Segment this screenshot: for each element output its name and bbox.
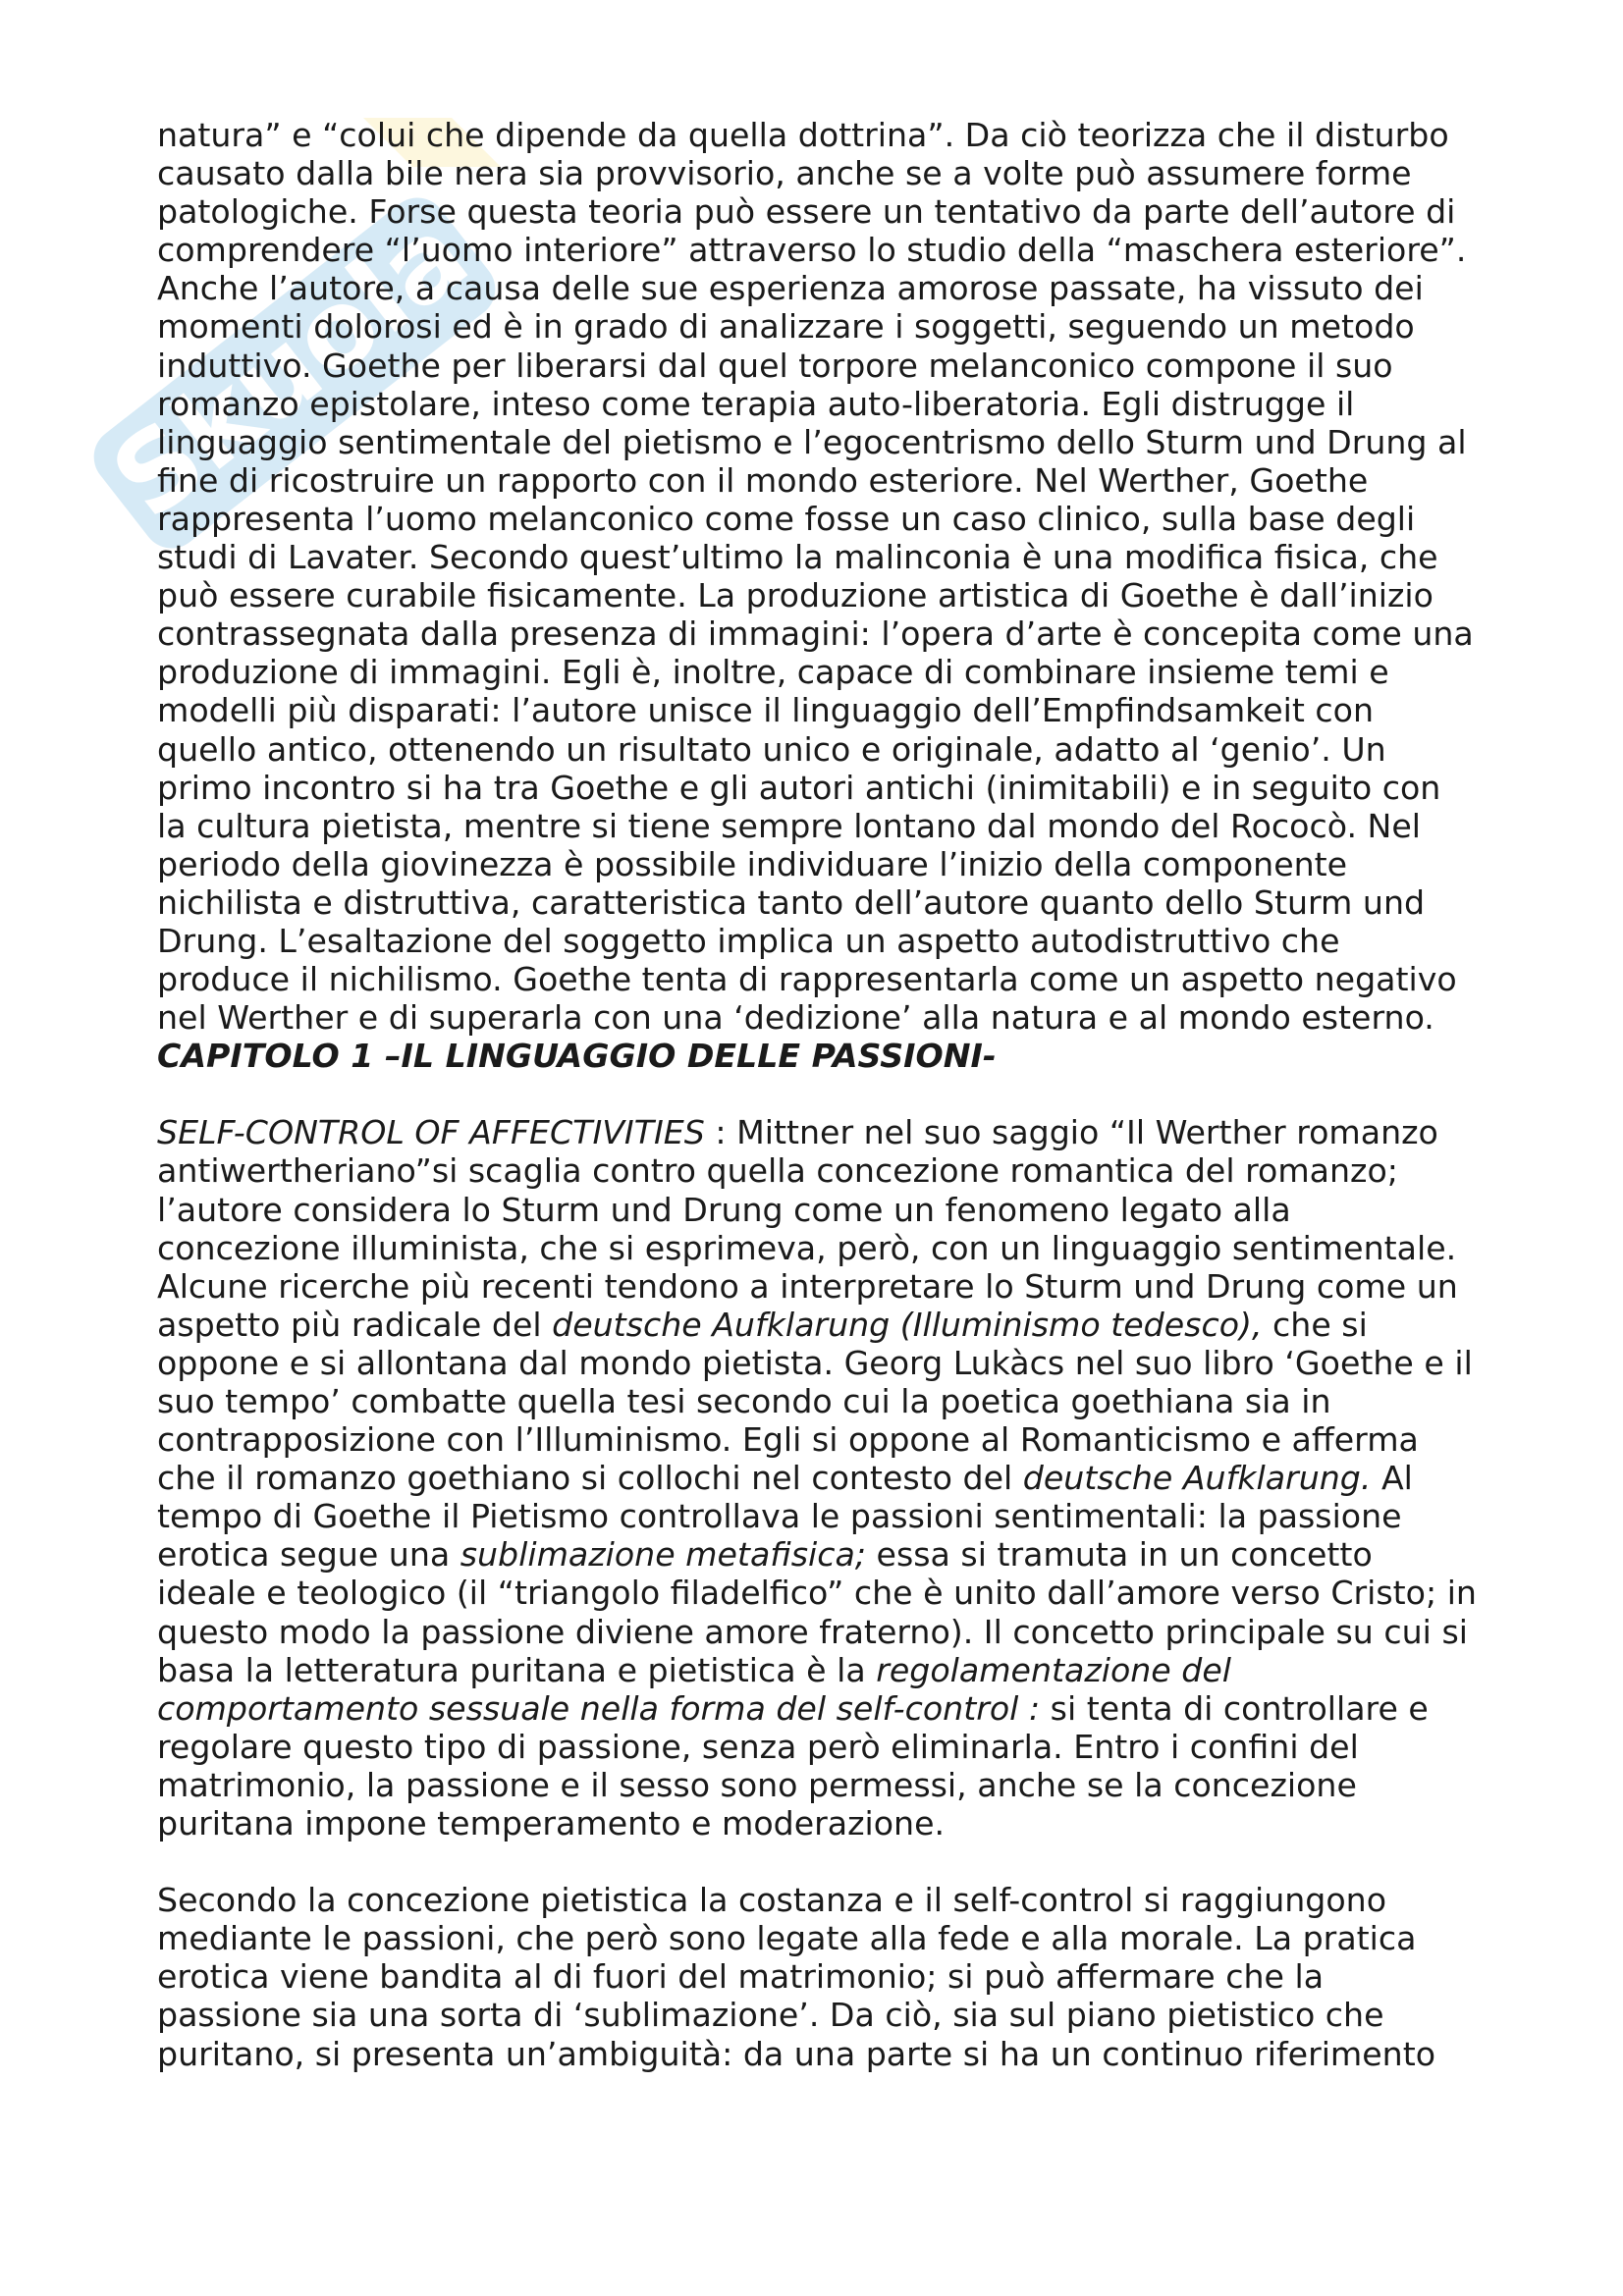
- text-run: si tenta di controllare e regolare questo tipo di passione, senza però eliminarla. Entro i confini del matrimonio, la passione e il sesso sono permessi, anche se la concezione puritana impone temperamento e moderazione.: [157, 1688, 1429, 1843]
- paragraph-intro-text: natura” e “colui che dipende da quella dottrina”. Da ciò teorizza che il disturbo causato dalla bile nera sia provvisorio, anche se a volte può assumere forme patologiche. Forse questa teoria può essere un tentativo da parte dell’autore di comprendere “l’uomo interiore” attraverso lo studio della “maschera esteriore”. Anche l’autore, a causa delle sue esperienza amorose passate, ha vissuto dei momenti dolorosi ed è in grado di analizzare i soggetti, seguendo un metodo induttivo. Goethe per liberarsi dal quel torpore melanconico compone il suo romanzo epistolare, inteso come terapia auto-liberatoria. Egli distrugge il linguaggio sentimentale del pietismo e l’egocentrismo dello Sturm und Drung al fine di ricostruire un rapporto con il mondo esteriore. Nel Werther, Goethe rappresenta l’uomo melanconico come fosse un caso clinico, sulla base degli studi di Lavater. Secondo quest’ultimo la malinconia è una modifica fisica, che può essere curabile fisicamente. La produzione artistica di Goethe è dall’inizio contrassegnata dalla presenza di immagini: l’opera d’arte è concepita come una produzione di immagini. Egli è, inoltre, capace di combinare insieme temi e modelli più disparati: l’autore unisce il linguaggio dell’Empfindsamkeit con quello antico, ottenendo un risultato unico e originale, adatto al ‘genio’. Un primo incontro si ha tra Goethe e gli autori antichi (inimitabili) e in seguito con la cultura pietista, mentre si tiene sempre lontano dal mondo del Rococò. Nel periodo della giovinezza è possibile individuare l’inizio della componente nichilista e distruttiva, caratteristica tanto dell’autore quanto dello Sturm und Drung. L’esaltazione del soggetto implica un aspetto autodistruttivo che produce il nichilismo. Goethe tenta di rappresentarla come un aspetto negativo nel Werther e di superarla con una ‘dedizione’ alla natura e al mondo esterno.: [157, 116, 1474, 1038]
- text-run: Al tempo di Goethe il Pietismo controllava le passioni sentimentali: la passione erotica segue una: [157, 1459, 1413, 1575]
- paragraph-self-control: [157, 1113, 1478, 1842]
- document-body: [157, 116, 1478, 2073]
- paragraph-intro: [157, 116, 1478, 1037]
- text-run: : Mittner nel suo saggio “Il Werther romanzo antiwertheriano”si scaglia contro quella concezione romantica del romanzo; l’autore considera lo Sturm und Drung come un fenomeno legato alla concezione illuminista, che si esprimeva, però, con un linguaggio sentimentale. Alcune ricerche più recenti tendono a interpretare lo Sturm und Drung come un aspetto più radicale del: [157, 1113, 1458, 1344]
- watermark-text: Skuola: [88, 190, 491, 543]
- italic-run: sublimazione metafisica;: [460, 1535, 866, 1575]
- italic-run: regolamentazione del comportamento sessuale nella forma del self-control :: [157, 1650, 1231, 1728]
- text-run: essa si tramuta in un concetto ideale e teologico (il “triangolo filadelfico” che è unito dall’amore verso Cristo; in questo modo la passione diviene amore fraterno). Il concetto principale su cui si basa la letteratura puritana e pietistica è la: [157, 1535, 1477, 1689]
- italic-run: deutsche Aufklarung.: [1022, 1459, 1372, 1498]
- chapter-heading: CAPITOLO 1 –IL LINGUAGGIO DELLE PASSIONI-: [157, 1037, 997, 1076]
- section-label: SELF-CONTROL OF AFFECTIVITIES: [157, 1113, 705, 1152]
- paragraph-pietistic: Secondo la concezione pietistica la costanza e il self-control si raggiungono mediante le passioni, che però sono legate alla fede e alla morale. La pratica erotica viene bandita al di fuori del matrimonio; si può affermare che la passione sia una sorta di ‘sublimazione’. Da ciò, sia sul piano pietistico che puritano, si presenta un’ambiguità: da una parte si ha un continuo riferimento: [157, 1881, 1436, 2073]
- italic-run: deutsche Aufklarung (Illuminismo tedesco),: [552, 1305, 1263, 1344]
- text-run: che si oppone e si allontana dal mondo pietista. Georg Lukàcs nel suo libro ‘Goethe e il suo tempo’ combatte quella tesi secondo cui la poetica goethiana sia in contrapposizione con l’Illuminismo. Egli si oppone al Romanticismo e afferma che il romanzo goethiano si collochi nel contesto del: [157, 1305, 1473, 1498]
